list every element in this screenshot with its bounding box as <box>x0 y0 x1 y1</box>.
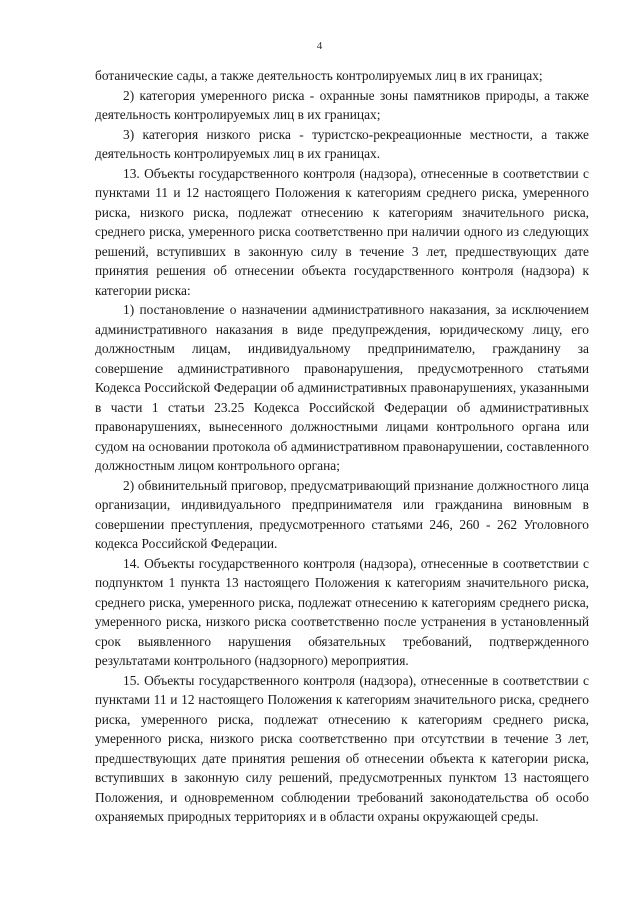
paragraph-moderate-risk: 2) категория умеренного риска - охранные зоны памятников природы, а также деятельность контролируемых лиц в их границах; <box>95 87 589 122</box>
document-body <box>95 66 589 827</box>
paragraph-item-15: 15. Объекты государственного контроля (надзора), отнесенные в соответствии с пунктами 11 и 12 настоящего Положения к категориям значительного риска, среднего риска, умеренного риска, подлежат отнесению к категориям среднего риска, умеренного риска, низкого риска соответственно при отсутствии в течение 3 лет, предшествующих дате принятия решения об отнесении объекта к категории риска, вступивших в законную силу решений, предусмотренных пунктом 13 настоящего Положения, и одновременном соблюдении требований законодательства об особо охраняемых природных территориях и в области охраны окружающей среды. <box>95 672 589 824</box>
paragraph-continuation: ботанические сады, а также деятельность контролируемых лиц в их границах; <box>95 68 543 83</box>
paragraph-item-13-2: 2) обвинительный приговор, предусматривающий признание должностного лица организации, индивидуального предпринимателя или гражданина виновным в совершении преступления, предусмотренного статьями 246, 260 - 262 Уголовного кодекса Российской Федерации. <box>95 477 589 551</box>
paragraph-item-14: 14. Объекты государственного контроля (надзора), отнесенные в соответствии с подпунктом 1 пункта 13 настоящего Положения к категориям значительного риска, среднего риска, умеренного риска, подлежат отнесению к категориям среднего риска, умеренного риска, низкого риска соответственно после устранения в установленный срок выявленного нарушения обязательных требований, подтвержденного результатами контрольного (надзорного) мероприятия. <box>95 555 589 668</box>
paragraph-item-13: 13. Объекты государственного контроля (надзора), отнесенные в соответствии с пунктами 11 и 12 настоящего Положения к категориям среднего риска, умеренного риска, низкого риска, подлежат отнесению к категориям значительного риска, среднего риска, умеренного риска соответственно при наличии одного из следующих решений, вступивших в законную силу в течение 3 лет, предшествующих дате принятия решения об отнесении объекта государственного контроля (надзора) к категории риска: <box>95 165 589 298</box>
paragraph-item-13-1: 1) постановление о назначении административного наказания, за исключением административного наказания в виде предупреждения, юридическому лицу, его должностным лицам, индивидуальному предпринимателю, гражданину за совершение административного правонарушения, предусмотренного статьями Кодекса Российской Федерации об административных правонарушениях, указанными в части 1 статьи 23.25 Кодекса Российской Федерации об административных правонарушениях, вынесенного должностными лицами контрольного органа или судом на основании протокола об административном правонарушении, составленного должностным лицом контрольного органа; <box>95 302 589 473</box>
paragraph-low-risk: 3) категория низкого риска - туристско-рекреационные местности, а также деятельность контролируемых лиц в их границах. <box>95 126 589 161</box>
page-number: 4 <box>316 40 323 52</box>
